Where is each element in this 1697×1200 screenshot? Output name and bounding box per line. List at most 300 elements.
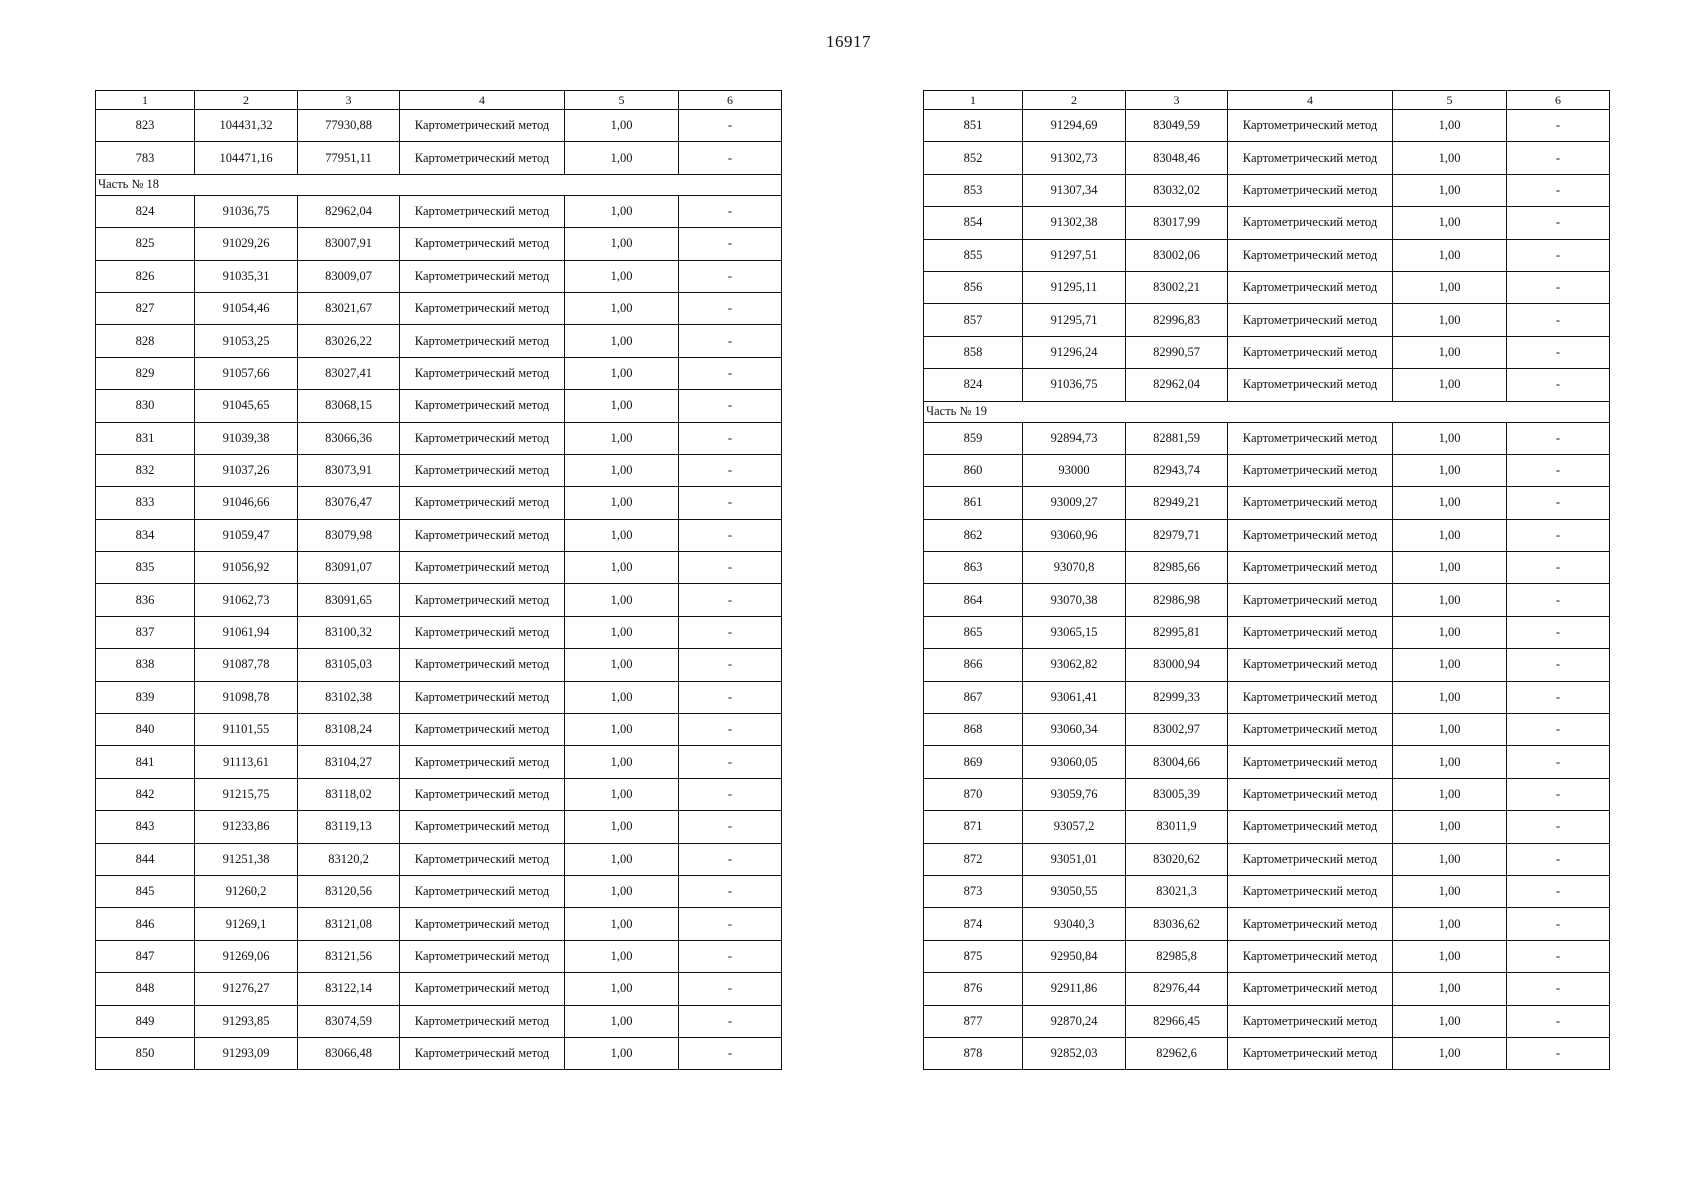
method-cell: Картометрический метод xyxy=(1228,271,1393,303)
y-coordinate-cell: 83021,3 xyxy=(1126,875,1228,907)
x-coordinate-cell: 93059,76 xyxy=(1023,778,1126,810)
description-cell: - xyxy=(679,390,782,422)
x-coordinate-cell: 91269,06 xyxy=(195,940,298,972)
table-row xyxy=(924,1005,1610,1037)
x-coordinate-cell: 91260,2 xyxy=(195,875,298,907)
point-number-cell: 827 xyxy=(96,292,195,324)
point-number-cell: 863 xyxy=(924,552,1023,584)
section-label: Часть № 19 xyxy=(924,401,1610,422)
table-row xyxy=(96,357,782,389)
method-cell: Картометрический метод xyxy=(400,778,565,810)
x-coordinate-cell: 91293,09 xyxy=(195,1037,298,1069)
accuracy-cell: 1,00 xyxy=(565,110,679,142)
y-coordinate-cell: 83120,56 xyxy=(298,875,400,907)
point-number-cell: 867 xyxy=(924,681,1023,713)
point-number-cell: 853 xyxy=(924,174,1023,206)
accuracy-cell: 1,00 xyxy=(565,1005,679,1037)
x-coordinate-cell: 93070,38 xyxy=(1023,584,1126,616)
y-coordinate-cell: 77951,11 xyxy=(298,142,400,174)
x-coordinate-cell: 91233,86 xyxy=(195,811,298,843)
point-number-cell: 877 xyxy=(924,1005,1023,1037)
description-cell: - xyxy=(1507,681,1610,713)
page-number: 16917 xyxy=(826,32,871,51)
table-row xyxy=(924,616,1610,648)
method-cell: Картометрический метод xyxy=(400,811,565,843)
accuracy-cell: 1,00 xyxy=(1393,552,1507,584)
method-cell: Картометрический метод xyxy=(400,228,565,260)
description-cell: - xyxy=(679,746,782,778)
x-coordinate-cell: 91293,85 xyxy=(195,1005,298,1037)
table-row xyxy=(924,369,1610,401)
point-number-cell: 844 xyxy=(96,843,195,875)
table-row xyxy=(96,110,782,142)
table-row xyxy=(96,843,782,875)
y-coordinate-cell: 83005,39 xyxy=(1126,778,1228,810)
point-number-cell: 861 xyxy=(924,487,1023,519)
point-number-cell: 848 xyxy=(96,973,195,1005)
x-coordinate-cell: 92950,84 xyxy=(1023,940,1126,972)
description-cell: - xyxy=(1507,649,1610,681)
accuracy-cell: 1,00 xyxy=(1393,714,1507,746)
point-number-cell: 875 xyxy=(924,940,1023,972)
point-number-cell: 832 xyxy=(96,454,195,486)
accuracy-cell: 1,00 xyxy=(1393,616,1507,648)
y-coordinate-cell: 82996,83 xyxy=(1126,304,1228,336)
y-coordinate-cell: 83120,2 xyxy=(298,843,400,875)
x-coordinate-cell: 93062,82 xyxy=(1023,649,1126,681)
method-cell: Картометрический метод xyxy=(1228,616,1393,648)
y-coordinate-cell: 83102,38 xyxy=(298,681,400,713)
method-cell: Картометрический метод xyxy=(1228,142,1393,174)
point-number-cell: 855 xyxy=(924,239,1023,271)
x-coordinate-cell: 93051,01 xyxy=(1023,843,1126,875)
x-coordinate-cell: 91059,47 xyxy=(195,519,298,551)
y-coordinate-cell: 82949,21 xyxy=(1126,487,1228,519)
x-coordinate-cell: 91061,94 xyxy=(195,616,298,648)
point-number-cell: 856 xyxy=(924,271,1023,303)
y-coordinate-cell: 83100,32 xyxy=(298,616,400,648)
point-number-cell: 874 xyxy=(924,908,1023,940)
column-header: 3 xyxy=(298,91,400,110)
y-coordinate-cell: 83076,47 xyxy=(298,487,400,519)
description-cell: - xyxy=(679,454,782,486)
table-row xyxy=(96,260,782,292)
accuracy-cell: 1,00 xyxy=(1393,422,1507,454)
method-cell: Картометрический метод xyxy=(400,552,565,584)
point-number-cell: 857 xyxy=(924,304,1023,336)
x-coordinate-cell: 91098,78 xyxy=(195,681,298,713)
x-coordinate-cell: 93060,05 xyxy=(1023,746,1126,778)
y-coordinate-cell: 83066,36 xyxy=(298,422,400,454)
x-coordinate-cell: 91062,73 xyxy=(195,584,298,616)
description-cell: - xyxy=(679,487,782,519)
y-coordinate-cell: 83017,99 xyxy=(1126,207,1228,239)
table-row xyxy=(924,174,1610,206)
y-coordinate-cell: 83121,56 xyxy=(298,940,400,972)
point-number-cell: 824 xyxy=(96,195,195,227)
method-cell: Картометрический метод xyxy=(1228,714,1393,746)
description-cell: - xyxy=(1507,454,1610,486)
y-coordinate-cell: 82881,59 xyxy=(1126,422,1228,454)
accuracy-cell: 1,00 xyxy=(1393,973,1507,1005)
description-cell: - xyxy=(679,649,782,681)
table-row xyxy=(96,292,782,324)
accuracy-cell: 1,00 xyxy=(1393,584,1507,616)
y-coordinate-cell: 83002,06 xyxy=(1126,239,1228,271)
x-coordinate-cell: 93009,27 xyxy=(1023,487,1126,519)
accuracy-cell: 1,00 xyxy=(1393,454,1507,486)
point-number-cell: 864 xyxy=(924,584,1023,616)
description-cell: - xyxy=(1507,174,1610,206)
x-coordinate-cell: 91046,66 xyxy=(195,487,298,519)
accuracy-cell: 1,00 xyxy=(565,454,679,486)
method-cell: Картометрический метод xyxy=(1228,519,1393,551)
y-coordinate-cell: 83079,98 xyxy=(298,519,400,551)
method-cell: Картометрический метод xyxy=(400,843,565,875)
description-cell: - xyxy=(1507,110,1610,142)
description-cell: - xyxy=(1507,811,1610,843)
accuracy-cell: 1,00 xyxy=(1393,304,1507,336)
table-row xyxy=(924,584,1610,616)
y-coordinate-cell: 82943,74 xyxy=(1126,454,1228,486)
table-row xyxy=(924,714,1610,746)
table-row xyxy=(96,681,782,713)
y-coordinate-cell: 83074,59 xyxy=(298,1005,400,1037)
accuracy-cell: 1,00 xyxy=(1393,271,1507,303)
x-coordinate-cell: 91029,26 xyxy=(195,228,298,260)
table-row xyxy=(96,811,782,843)
point-number-cell: 873 xyxy=(924,875,1023,907)
x-coordinate-cell: 104471,16 xyxy=(195,142,298,174)
accuracy-cell: 1,00 xyxy=(1393,336,1507,368)
x-coordinate-cell: 91045,65 xyxy=(195,390,298,422)
table-row xyxy=(924,519,1610,551)
accuracy-cell: 1,00 xyxy=(1393,174,1507,206)
point-number-cell: 828 xyxy=(96,325,195,357)
point-number-cell: 837 xyxy=(96,616,195,648)
accuracy-cell: 1,00 xyxy=(565,228,679,260)
method-cell: Картометрический метод xyxy=(1228,369,1393,401)
point-number-cell: 851 xyxy=(924,110,1023,142)
accuracy-cell: 1,00 xyxy=(565,325,679,357)
description-cell: - xyxy=(679,714,782,746)
y-coordinate-cell: 83091,07 xyxy=(298,552,400,584)
point-number-cell: 842 xyxy=(96,778,195,810)
section-label: Часть № 18 xyxy=(96,174,782,195)
description-cell: - xyxy=(1507,142,1610,174)
column-header: 1 xyxy=(96,91,195,110)
method-cell: Картометрический метод xyxy=(1228,304,1393,336)
accuracy-cell: 1,00 xyxy=(1393,908,1507,940)
table-row xyxy=(924,649,1610,681)
accuracy-cell: 1,00 xyxy=(565,681,679,713)
table-row xyxy=(96,875,782,907)
x-coordinate-cell: 91302,73 xyxy=(1023,142,1126,174)
y-coordinate-cell: 83122,14 xyxy=(298,973,400,1005)
point-number-cell: 858 xyxy=(924,336,1023,368)
x-coordinate-cell: 91039,38 xyxy=(195,422,298,454)
point-number-cell: 860 xyxy=(924,454,1023,486)
y-coordinate-cell: 83073,91 xyxy=(298,454,400,486)
accuracy-cell: 1,00 xyxy=(1393,649,1507,681)
method-cell: Картометрический метод xyxy=(1228,811,1393,843)
table-row xyxy=(96,616,782,648)
accuracy-cell: 1,00 xyxy=(1393,519,1507,551)
point-number-cell: 859 xyxy=(924,422,1023,454)
table-row xyxy=(96,649,782,681)
y-coordinate-cell: 83002,21 xyxy=(1126,271,1228,303)
description-cell: - xyxy=(1507,207,1610,239)
description-cell: - xyxy=(1507,843,1610,875)
description-cell: - xyxy=(1507,616,1610,648)
point-number-cell: 838 xyxy=(96,649,195,681)
table-header-row xyxy=(924,91,1610,110)
table-row xyxy=(924,271,1610,303)
table-row xyxy=(924,778,1610,810)
method-cell: Картометрический метод xyxy=(1228,681,1393,713)
table-row xyxy=(924,940,1610,972)
point-number-cell: 839 xyxy=(96,681,195,713)
x-coordinate-cell: 93057,2 xyxy=(1023,811,1126,843)
description-cell: - xyxy=(1507,422,1610,454)
x-coordinate-cell: 91113,61 xyxy=(195,746,298,778)
method-cell: Картометрический метод xyxy=(1228,487,1393,519)
method-cell: Картометрический метод xyxy=(400,875,565,907)
point-number-cell: 850 xyxy=(96,1037,195,1069)
y-coordinate-cell: 83104,27 xyxy=(298,746,400,778)
accuracy-cell: 1,00 xyxy=(1393,843,1507,875)
description-cell: - xyxy=(679,292,782,324)
x-coordinate-cell: 93061,41 xyxy=(1023,681,1126,713)
table-row xyxy=(96,422,782,454)
description-cell: - xyxy=(679,110,782,142)
accuracy-cell: 1,00 xyxy=(1393,1005,1507,1037)
column-header: 2 xyxy=(195,91,298,110)
description-cell: - xyxy=(679,940,782,972)
method-cell: Картометрический метод xyxy=(400,260,565,292)
point-number-cell: 824 xyxy=(924,369,1023,401)
point-number-cell: 878 xyxy=(924,1037,1023,1069)
method-cell: Картометрический метод xyxy=(400,142,565,174)
description-cell: - xyxy=(679,195,782,227)
point-number-cell: 835 xyxy=(96,552,195,584)
y-coordinate-cell: 83032,02 xyxy=(1126,174,1228,206)
table-row xyxy=(924,908,1610,940)
description-cell: - xyxy=(1507,875,1610,907)
x-coordinate-cell: 91297,51 xyxy=(1023,239,1126,271)
accuracy-cell: 1,00 xyxy=(1393,142,1507,174)
table-row xyxy=(96,778,782,810)
point-number-cell: 871 xyxy=(924,811,1023,843)
table-row xyxy=(924,1037,1610,1069)
method-cell: Картометрический метод xyxy=(400,908,565,940)
method-cell: Картометрический метод xyxy=(1228,110,1393,142)
x-coordinate-cell: 91035,31 xyxy=(195,260,298,292)
table-row xyxy=(924,110,1610,142)
accuracy-cell: 1,00 xyxy=(1393,681,1507,713)
method-cell: Картометрический метод xyxy=(1228,1037,1393,1069)
point-number-cell: 826 xyxy=(96,260,195,292)
x-coordinate-cell: 104431,32 xyxy=(195,110,298,142)
x-coordinate-cell: 91057,66 xyxy=(195,357,298,389)
method-cell: Картометрический метод xyxy=(1228,174,1393,206)
method-cell: Картометрический метод xyxy=(1228,239,1393,271)
y-coordinate-cell: 83021,67 xyxy=(298,292,400,324)
method-cell: Картометрический метод xyxy=(1228,207,1393,239)
description-cell: - xyxy=(1507,304,1610,336)
point-number-cell: 830 xyxy=(96,390,195,422)
method-cell: Картометрический метод xyxy=(1228,843,1393,875)
table-row xyxy=(924,422,1610,454)
point-number-cell: 833 xyxy=(96,487,195,519)
method-cell: Картометрический метод xyxy=(1228,552,1393,584)
table-row xyxy=(96,142,782,174)
description-cell: - xyxy=(679,357,782,389)
point-number-cell: 843 xyxy=(96,811,195,843)
table-row xyxy=(96,390,782,422)
column-header: 3 xyxy=(1126,91,1228,110)
x-coordinate-cell: 93040,3 xyxy=(1023,908,1126,940)
table-row xyxy=(96,714,782,746)
accuracy-cell: 1,00 xyxy=(565,142,679,174)
x-coordinate-cell: 92911,86 xyxy=(1023,973,1126,1005)
x-coordinate-cell: 91295,71 xyxy=(1023,304,1126,336)
description-cell: - xyxy=(679,325,782,357)
y-coordinate-cell: 83036,62 xyxy=(1126,908,1228,940)
x-coordinate-cell: 93065,15 xyxy=(1023,616,1126,648)
description-cell: - xyxy=(679,616,782,648)
x-coordinate-cell: 93000 xyxy=(1023,454,1126,486)
description-cell: - xyxy=(1507,519,1610,551)
method-cell: Картометрический метод xyxy=(400,649,565,681)
accuracy-cell: 1,00 xyxy=(1393,778,1507,810)
table-row xyxy=(96,552,782,584)
x-coordinate-cell: 91307,34 xyxy=(1023,174,1126,206)
description-cell: - xyxy=(679,142,782,174)
section-row xyxy=(96,174,782,195)
table-row xyxy=(96,1037,782,1069)
description-cell: - xyxy=(1507,973,1610,1005)
description-cell: - xyxy=(679,584,782,616)
method-cell: Картометрический метод xyxy=(1228,422,1393,454)
table-row xyxy=(924,487,1610,519)
description-cell: - xyxy=(679,811,782,843)
accuracy-cell: 1,00 xyxy=(565,843,679,875)
method-cell: Картометрический метод xyxy=(1228,454,1393,486)
description-cell: - xyxy=(1507,746,1610,778)
table-row xyxy=(924,973,1610,1005)
point-number-cell: 854 xyxy=(924,207,1023,239)
point-number-cell: 876 xyxy=(924,973,1023,1005)
description-cell: - xyxy=(679,422,782,454)
method-cell: Картометрический метод xyxy=(400,519,565,551)
accuracy-cell: 1,00 xyxy=(565,195,679,227)
accuracy-cell: 1,00 xyxy=(565,519,679,551)
y-coordinate-cell: 82999,33 xyxy=(1126,681,1228,713)
column-header: 6 xyxy=(1507,91,1610,110)
point-number-cell: 840 xyxy=(96,714,195,746)
description-cell: - xyxy=(679,519,782,551)
description-cell: - xyxy=(1507,908,1610,940)
y-coordinate-cell: 83002,97 xyxy=(1126,714,1228,746)
table-row xyxy=(924,811,1610,843)
table-row xyxy=(96,487,782,519)
method-cell: Картометрический метод xyxy=(1228,336,1393,368)
point-number-cell: 849 xyxy=(96,1005,195,1037)
accuracy-cell: 1,00 xyxy=(1393,1037,1507,1069)
point-number-cell: 825 xyxy=(96,228,195,260)
point-number-cell: 783 xyxy=(96,142,195,174)
y-coordinate-cell: 82985,8 xyxy=(1126,940,1228,972)
point-number-cell: 852 xyxy=(924,142,1023,174)
point-number-cell: 865 xyxy=(924,616,1023,648)
table-row xyxy=(96,228,782,260)
y-coordinate-cell: 83011,9 xyxy=(1126,811,1228,843)
column-header: 4 xyxy=(400,91,565,110)
table-header-row xyxy=(96,91,782,110)
table-row xyxy=(96,519,782,551)
table-row xyxy=(96,908,782,940)
description-cell: - xyxy=(679,260,782,292)
y-coordinate-cell: 83000,94 xyxy=(1126,649,1228,681)
y-coordinate-cell: 83027,41 xyxy=(298,357,400,389)
section-row xyxy=(924,401,1610,422)
x-coordinate-cell: 93050,55 xyxy=(1023,875,1126,907)
y-coordinate-cell: 82966,45 xyxy=(1126,1005,1228,1037)
accuracy-cell: 1,00 xyxy=(565,584,679,616)
x-coordinate-cell: 93060,96 xyxy=(1023,519,1126,551)
table-row xyxy=(96,973,782,1005)
description-cell: - xyxy=(1507,714,1610,746)
y-coordinate-cell: 82962,04 xyxy=(298,195,400,227)
y-coordinate-cell: 82985,66 xyxy=(1126,552,1228,584)
y-coordinate-cell: 83004,66 xyxy=(1126,746,1228,778)
table-row xyxy=(96,584,782,616)
method-cell: Картометрический метод xyxy=(1228,973,1393,1005)
x-coordinate-cell: 91251,38 xyxy=(195,843,298,875)
y-coordinate-cell: 83118,02 xyxy=(298,778,400,810)
table-row xyxy=(924,746,1610,778)
accuracy-cell: 1,00 xyxy=(565,616,679,648)
table-row xyxy=(96,746,782,778)
y-coordinate-cell: 82962,6 xyxy=(1126,1037,1228,1069)
method-cell: Картометрический метод xyxy=(400,422,565,454)
method-cell: Картометрический метод xyxy=(400,714,565,746)
column-header: 5 xyxy=(565,91,679,110)
y-coordinate-cell: 77930,88 xyxy=(298,110,400,142)
x-coordinate-cell: 92852,03 xyxy=(1023,1037,1126,1069)
x-coordinate-cell: 91296,24 xyxy=(1023,336,1126,368)
point-number-cell: 831 xyxy=(96,422,195,454)
table-row xyxy=(96,454,782,486)
description-cell: - xyxy=(679,778,782,810)
point-number-cell: 866 xyxy=(924,649,1023,681)
table-row xyxy=(924,552,1610,584)
y-coordinate-cell: 83049,59 xyxy=(1126,110,1228,142)
x-coordinate-cell: 91056,92 xyxy=(195,552,298,584)
x-coordinate-cell: 91302,38 xyxy=(1023,207,1126,239)
method-cell: Картометрический метод xyxy=(1228,908,1393,940)
method-cell: Картометрический метод xyxy=(400,973,565,1005)
method-cell: Картометрический метод xyxy=(400,487,565,519)
point-number-cell: 829 xyxy=(96,357,195,389)
x-coordinate-cell: 91054,46 xyxy=(195,292,298,324)
y-coordinate-cell: 83105,03 xyxy=(298,649,400,681)
method-cell: Картометрический метод xyxy=(400,940,565,972)
table-row xyxy=(924,142,1610,174)
table-row xyxy=(96,195,782,227)
point-number-cell: 870 xyxy=(924,778,1023,810)
